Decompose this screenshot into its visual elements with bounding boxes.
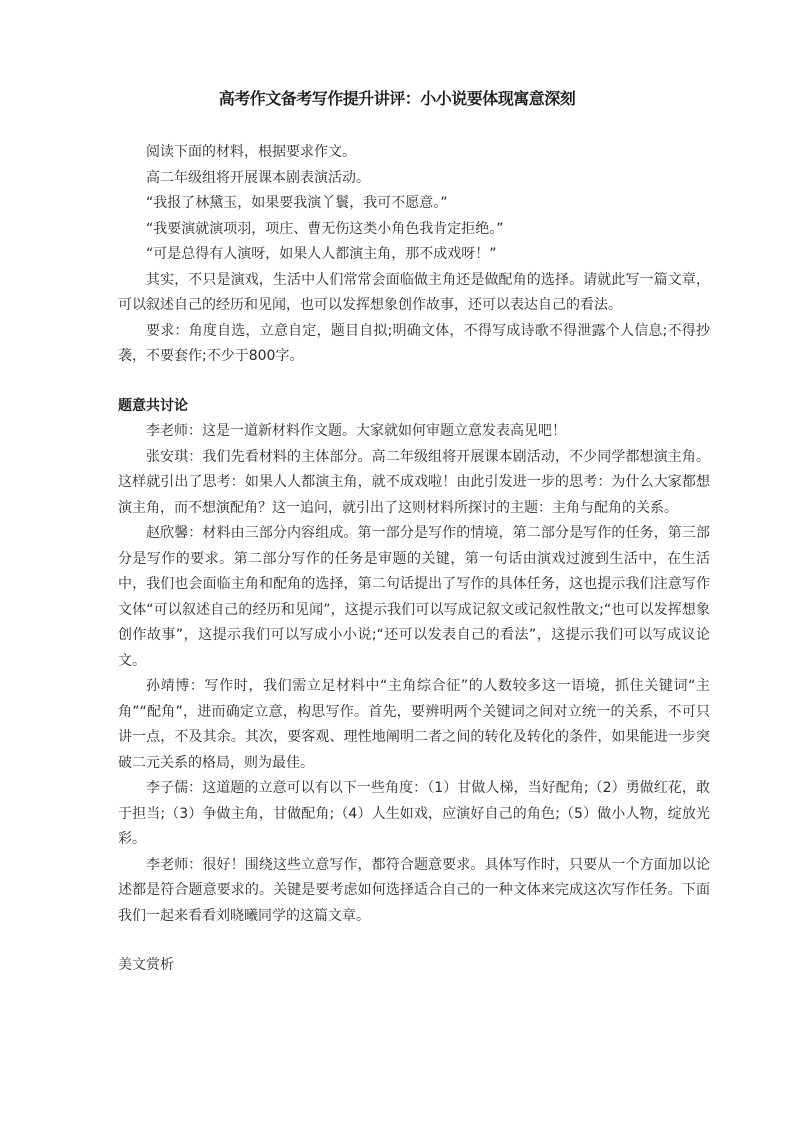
discussion-paragraph: 赵欣馨：材料由三部分内容组成。第一部分是写作的情境，第二部分是写作的任务，第三部分是写作的要求。第二部分写作的任务是审题的关键，第一句话由演戏过渡到生活中，在生活中，我们也会面临主角和配角的选择，第二句话提出了写作的具体任务，这也提示我们注意写作文体“可以叙述自己的经历和见闻”，这提示我们可以写成记叙文或记叙性散文;“也可以发挥想象创作故事”，这提示我们可以写成小小说;“还可以发表自己的看法”，这提示我们可以写成议论文。 [118, 525, 710, 669]
material-paragraph: 阅读下面的材料，根据要求作文。 [146, 144, 356, 160]
discussion-paragraph: 李老师：很好！围绕这些立意写作，都符合题意要求。具体写作时，只要从一个方面加以论述都是符合题意要求的。关键是要考虑如何选择适合自己的一种文体来完成这次写作任务。下面我们一起来看看刘晓曦同学的这篇文章。 [118, 856, 710, 924]
section-spacer [118, 370, 710, 394]
requirements-paragraph: 要求：角度自选，立意自定，题目自拟;明确文体，不得写成诗歌不得泄露个人信息;不得抄袭，不要套作;不少于800字。 [118, 322, 710, 364]
appreciation-heading: 美文赏析 [118, 957, 174, 973]
discussion-paragraph: 李老师：这是一道新材料作文题。大家就如何审题立意发表高见吧！ [146, 423, 566, 439]
material-paragraph: “我要演就演项羽，项庄、曹无伤这类小角色我肯定拒绝。” [146, 220, 504, 237]
discussion-heading: 题意共讨论 [118, 397, 188, 414]
material-paragraph: 高二年级组将开展课本剧表演活动。 [146, 169, 370, 186]
document-body [118, 140, 710, 979]
document-title: 高考作文备考写作提升讲评：小小说要体现寓意深刻 [218, 89, 576, 108]
discussion-paragraph: 孙靖博：写作时，我们需立足材料中“主角综合征”的人数较多这一语境，抓住关键词“主角”“配角”，进而确定立意，构思写作。首先，要辨明两个关键词之间对立统一的关系，不可只讲一点，不及其余。其次，要客观、理性地阐明二者之间的转化及转化的条件，如果能进一步突破二元关系的格局，则为最佳。 [118, 678, 710, 771]
material-paragraph: 其实，不只是演戏，生活中人们常常会面临做主角还是做配角的选择。请就此写一篇文章，可以叙述自己的经历和见闻，也可以发挥想象创作故事，还可以表达自己的看法。 [118, 271, 710, 313]
discussion-paragraph: 李子儒：这道题的立意可以有以下一些角度：（1）甘做人梯，当好配角;（2）勇做红花，敢于担当;（3）争做主角，甘做配角;（4）人生如戏，应演好自己的角色;（5）做小人物，绽放光彩。 [118, 780, 710, 847]
section-spacer [118, 929, 710, 953]
discussion-paragraph: 张安琪：我们先看材料的主体部分。高二年级组将开展课本剧活动，不少同学都想演主角。这样就引出了思考：如果人人都演主角，就不成戏啦！由此引发进一步的思考：为什么大家都想演主角，而不想演配角？这一追问，就引出了这则材料所探讨的主题：主角与配角的关系。 [118, 448, 710, 516]
material-paragraph: “可是总得有人演呀，如果人人都演主角，那不成戏呀！” [146, 246, 497, 262]
material-paragraph: “我报了林黛玉，如果要我演丫鬟，我可不愿意。” [146, 195, 448, 211]
